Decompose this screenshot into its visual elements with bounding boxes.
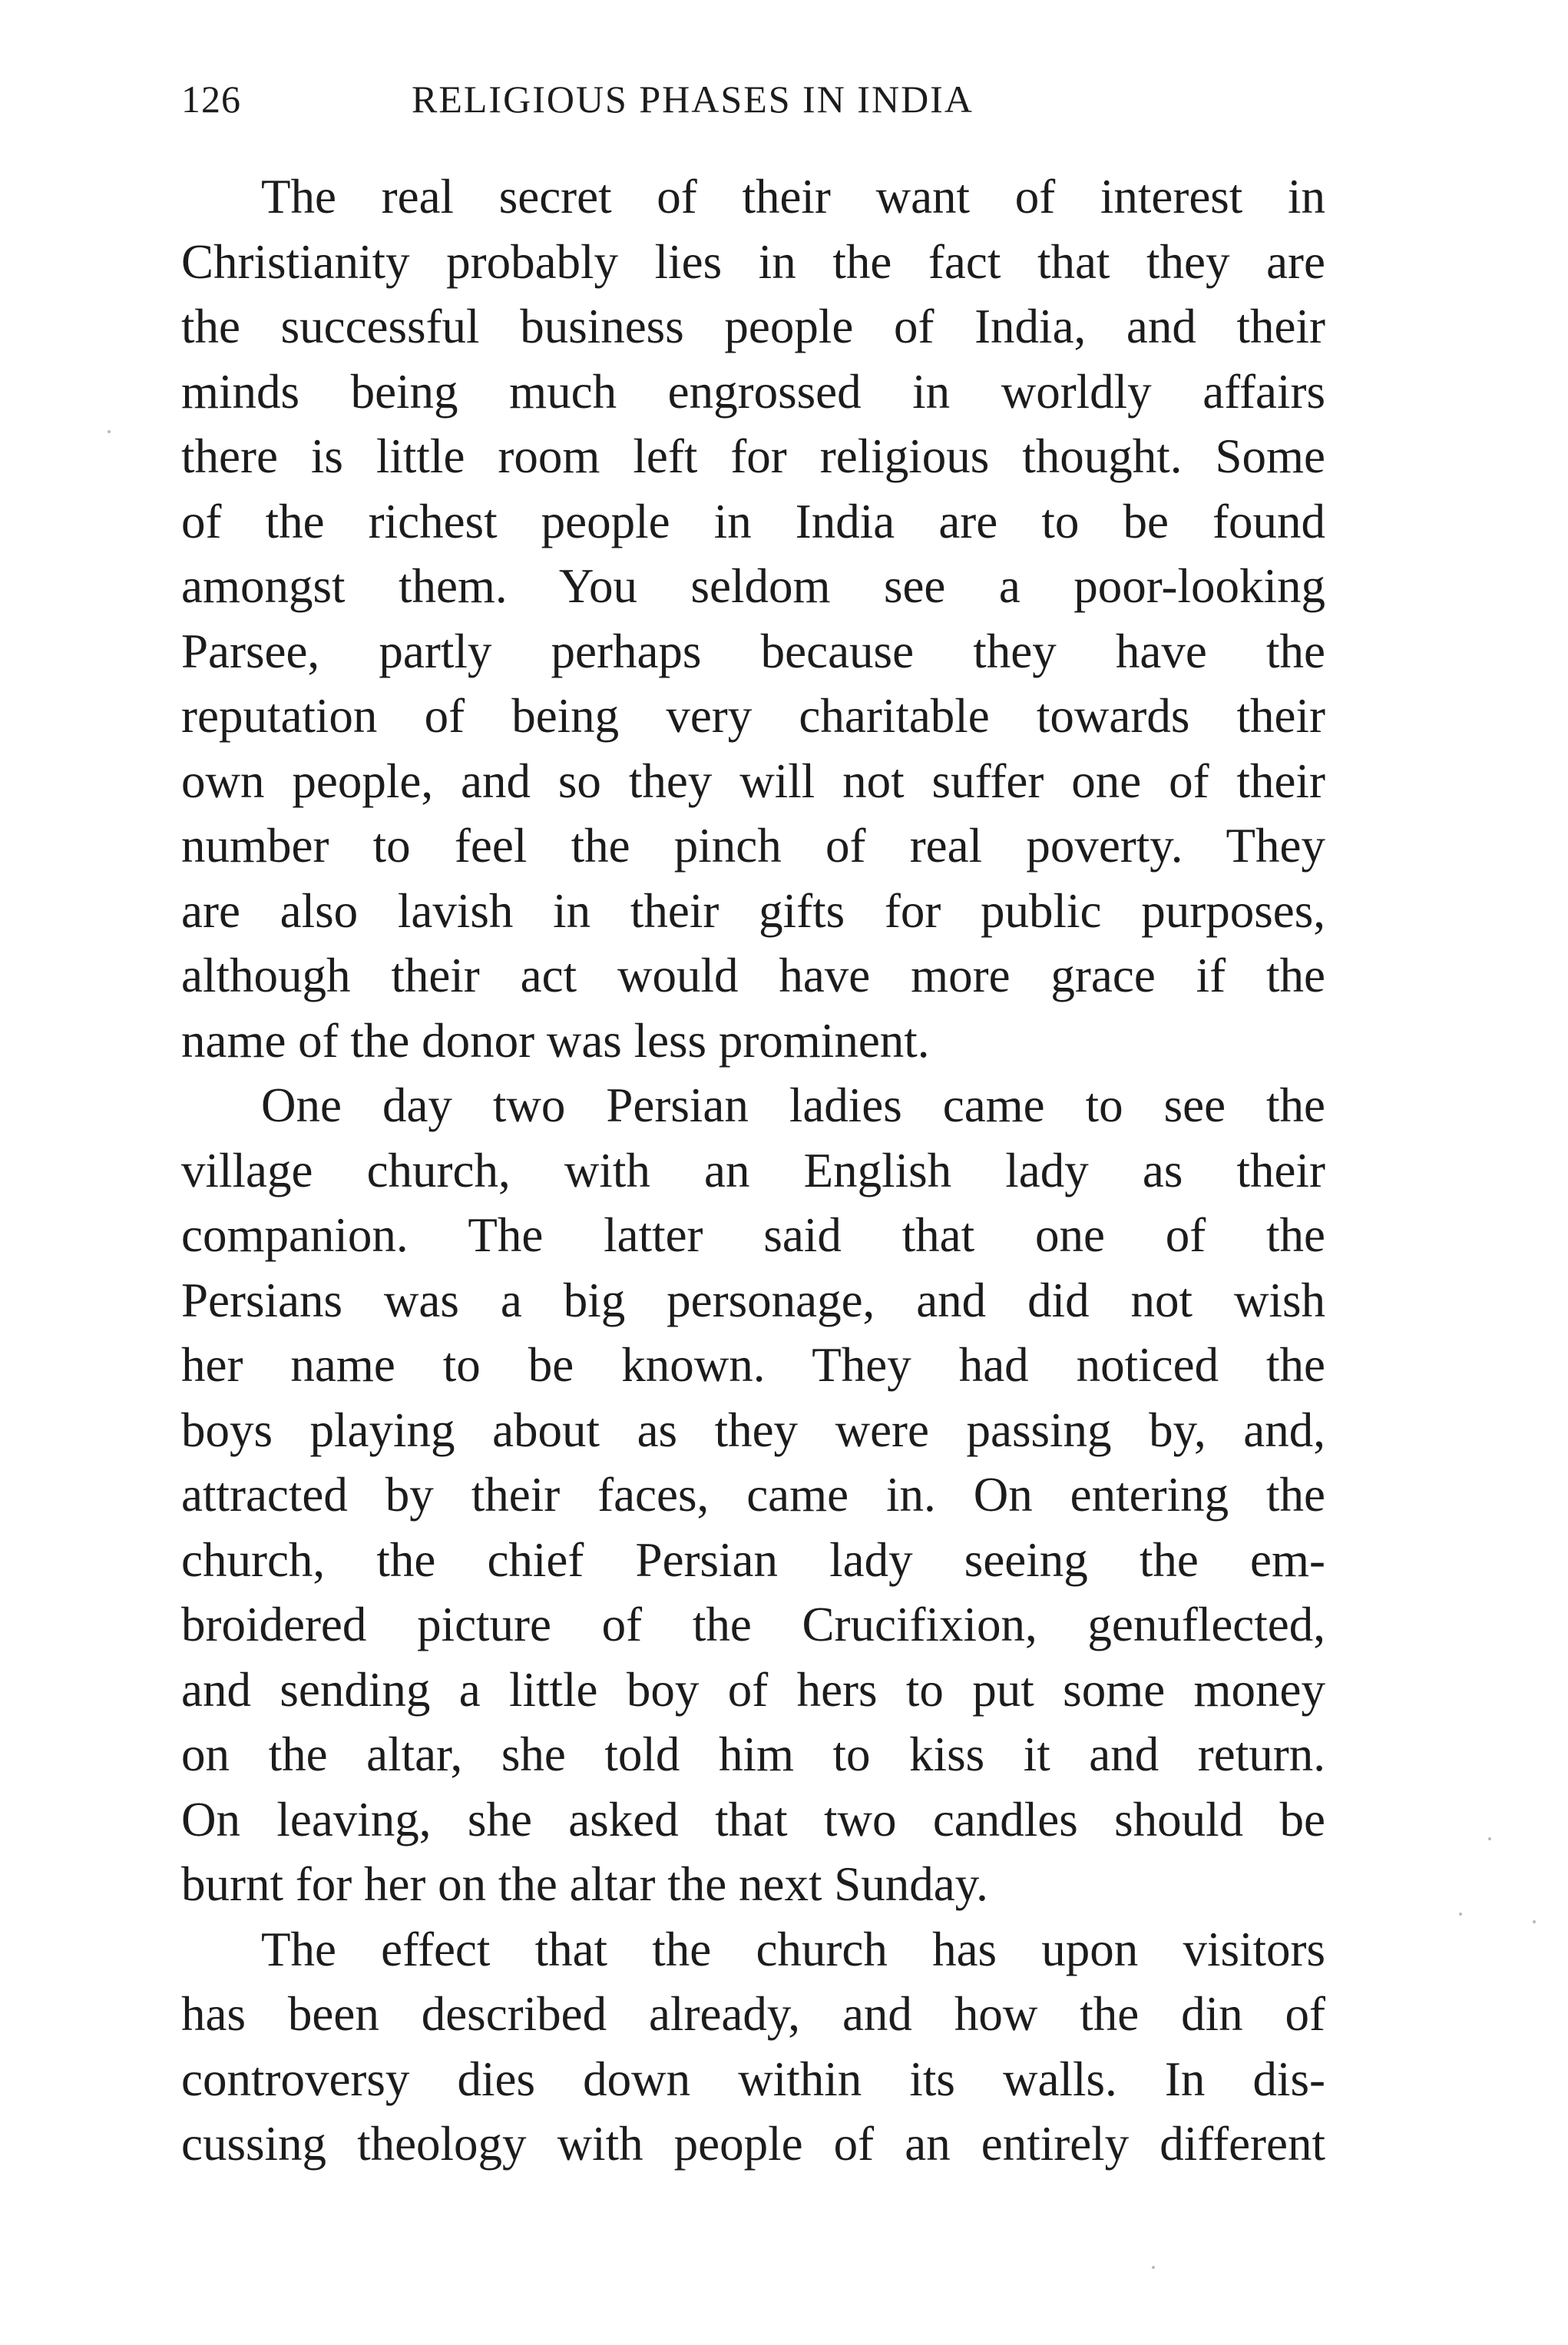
text-line: One day two Persian ladies came to see the bbox=[261, 1078, 1325, 1132]
text-line: her name to be known. They had noticed the bbox=[181, 1338, 1325, 1392]
text-line: burnt for her on the altar the next Sunday. bbox=[181, 1857, 988, 1911]
paper-speck bbox=[1152, 2266, 1155, 2269]
text-line: cussing theology with people of an entirely different bbox=[181, 2117, 1325, 2171]
text-line: companion. The latter said that one of the bbox=[181, 1208, 1325, 1262]
text-line: the successful business people of India, and their bbox=[181, 300, 1325, 353]
page-header bbox=[181, 77, 1371, 131]
text-line: although their act would have more grace if the bbox=[181, 949, 1325, 1002]
text-line: Christianity probably lies in the fact that they are bbox=[181, 234, 1325, 289]
text-line: Parsee, partly perhaps because they have the bbox=[181, 624, 1325, 678]
text-line: name of the donor was less prominent. bbox=[181, 1013, 930, 1068]
page-number: 126 bbox=[181, 78, 241, 121]
text-line: minds being much engrossed in worldly affairs bbox=[181, 364, 1325, 419]
text-line: number to feel the pinch of real poverty. They bbox=[181, 819, 1325, 873]
text-line: amongst them. You seldom see a poor-looking bbox=[181, 559, 1325, 613]
body-text bbox=[181, 164, 1325, 2177]
running-head: RELIGIOUS PHASES IN INDIA bbox=[412, 78, 974, 121]
text-line: are also lavish in their gifts for public purposes, bbox=[181, 883, 1325, 938]
paragraph-2 bbox=[181, 1073, 1325, 1917]
text-line: village church, with an English lady as their bbox=[181, 1143, 1325, 1197]
text-line: attracted by their faces, came in. On entering the bbox=[181, 1468, 1325, 1522]
paper-speck bbox=[1533, 1920, 1536, 1923]
text-line: and sending a little boy of hers to put some money bbox=[181, 1662, 1325, 1717]
paper-speck bbox=[1488, 1837, 1491, 1840]
paragraph-1 bbox=[181, 164, 1325, 1073]
text-line: The effect that the church has upon visitors bbox=[261, 1922, 1325, 1976]
text-line: church, the chief Persian lady seeing the em- bbox=[181, 1532, 1325, 1587]
text-line: On leaving, she asked that two candles should be bbox=[181, 1792, 1325, 1847]
text-line: there is little room left for religious thought. Some bbox=[181, 429, 1325, 483]
text-line: broidered picture of the Crucifixion, genuflected, bbox=[181, 1598, 1325, 1651]
text-line: on the altar, she told him to kiss it and return. bbox=[181, 1727, 1325, 1781]
paper-speck bbox=[1459, 1913, 1462, 1916]
text-line: Persians was a big personage, and did not wish bbox=[181, 1273, 1325, 1327]
text-line: boys playing about as they were passing by, and, bbox=[181, 1403, 1325, 1457]
text-line: reputation of being very charitable towards their bbox=[181, 689, 1325, 743]
text-line: own people, and so they will not suffer one of their bbox=[181, 754, 1325, 808]
text-line: The real secret of their want of interest in bbox=[261, 170, 1325, 224]
paragraph-3 bbox=[181, 1917, 1325, 2177]
text-line: has been described already, and how the din of bbox=[181, 1987, 1325, 2041]
text-line: controversy dies down within its walls. In dis- bbox=[181, 2052, 1325, 2106]
text-line: of the richest people in India are to be found bbox=[181, 494, 1325, 548]
paper-speck bbox=[108, 430, 111, 433]
